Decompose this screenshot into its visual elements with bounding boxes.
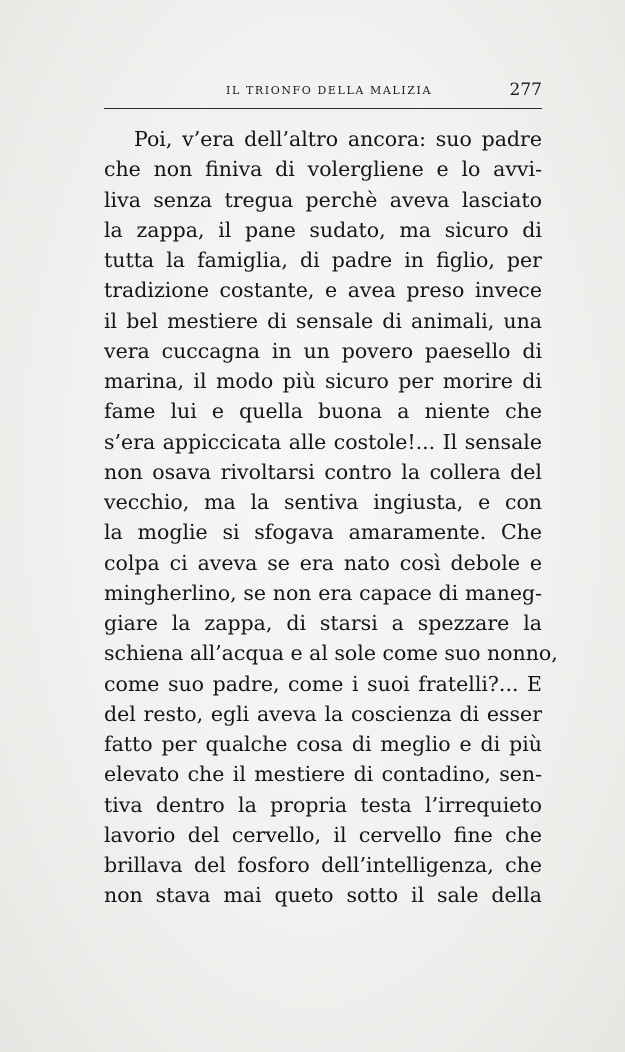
text-line: vera cuccagna in un povero paesello di (104, 338, 542, 363)
text-line: tiva dentro la propria testa l’irrequieto (104, 792, 542, 817)
text-line: s’era appiccicata alle costole!... Il sensale (104, 429, 542, 454)
text-line: come suo padre, come i suoi fratelli?... E (104, 671, 542, 696)
text-line: brillava del fosforo dell’intelligenza, che (104, 853, 542, 877)
text-line: fatto per qualche cosa di meglio e di più (104, 732, 542, 756)
text-line: la moglie si sfogava amaramente. Che (104, 520, 542, 545)
page-header (104, 80, 542, 104)
text-line: giare la zappa, di starsi a spezzare la (104, 611, 542, 635)
text-line: schiena all’acqua e al sole come suo nonno, (104, 641, 558, 666)
text-line: fame lui e quella buona a niente che (104, 399, 542, 424)
text-line: la zappa, il pane sudato, ma sicuro di (104, 217, 542, 242)
text-line: il bel mestiere di sensale di animali, una (104, 308, 542, 333)
text-line: tradizione costante, e avea preso invece (104, 278, 542, 303)
text-line: tutta la famiglia, di padre in figlio, per (104, 248, 542, 272)
text-line: mingherlino, se non era capace di maneg- (104, 580, 542, 605)
text-line: del resto, egli aveva la coscienza di esser (104, 701, 542, 726)
page-number: 277 (509, 80, 542, 100)
text-line: vecchio, ma la sentiva ingiusta, e con (104, 490, 542, 514)
text-line: Poi, v’era dell’altro ancora: suo padre (134, 127, 542, 151)
text-line: lavorio del cervello, il cervello fine che (104, 822, 542, 847)
text-line: colpa ci aveva se era nato così debole e (104, 550, 542, 575)
text-line: non stava mai queto sotto il sale della (104, 883, 542, 908)
header-rule (104, 108, 542, 109)
body-text (104, 124, 558, 911)
text-line: non osava rivoltarsi contro la collera del (104, 459, 542, 484)
text-line: liva senza tregua perchè aveva lasciato (104, 187, 542, 212)
text-line: elevato che il mestiere di contadino, sen- (104, 762, 542, 787)
running-title: IL TRIONFO DELLA MALIZIA (226, 84, 432, 97)
text-line: che non finiva di volergliene e lo avvi- (104, 157, 542, 182)
text-line: marina, il modo più sicuro per morire di (104, 369, 542, 393)
